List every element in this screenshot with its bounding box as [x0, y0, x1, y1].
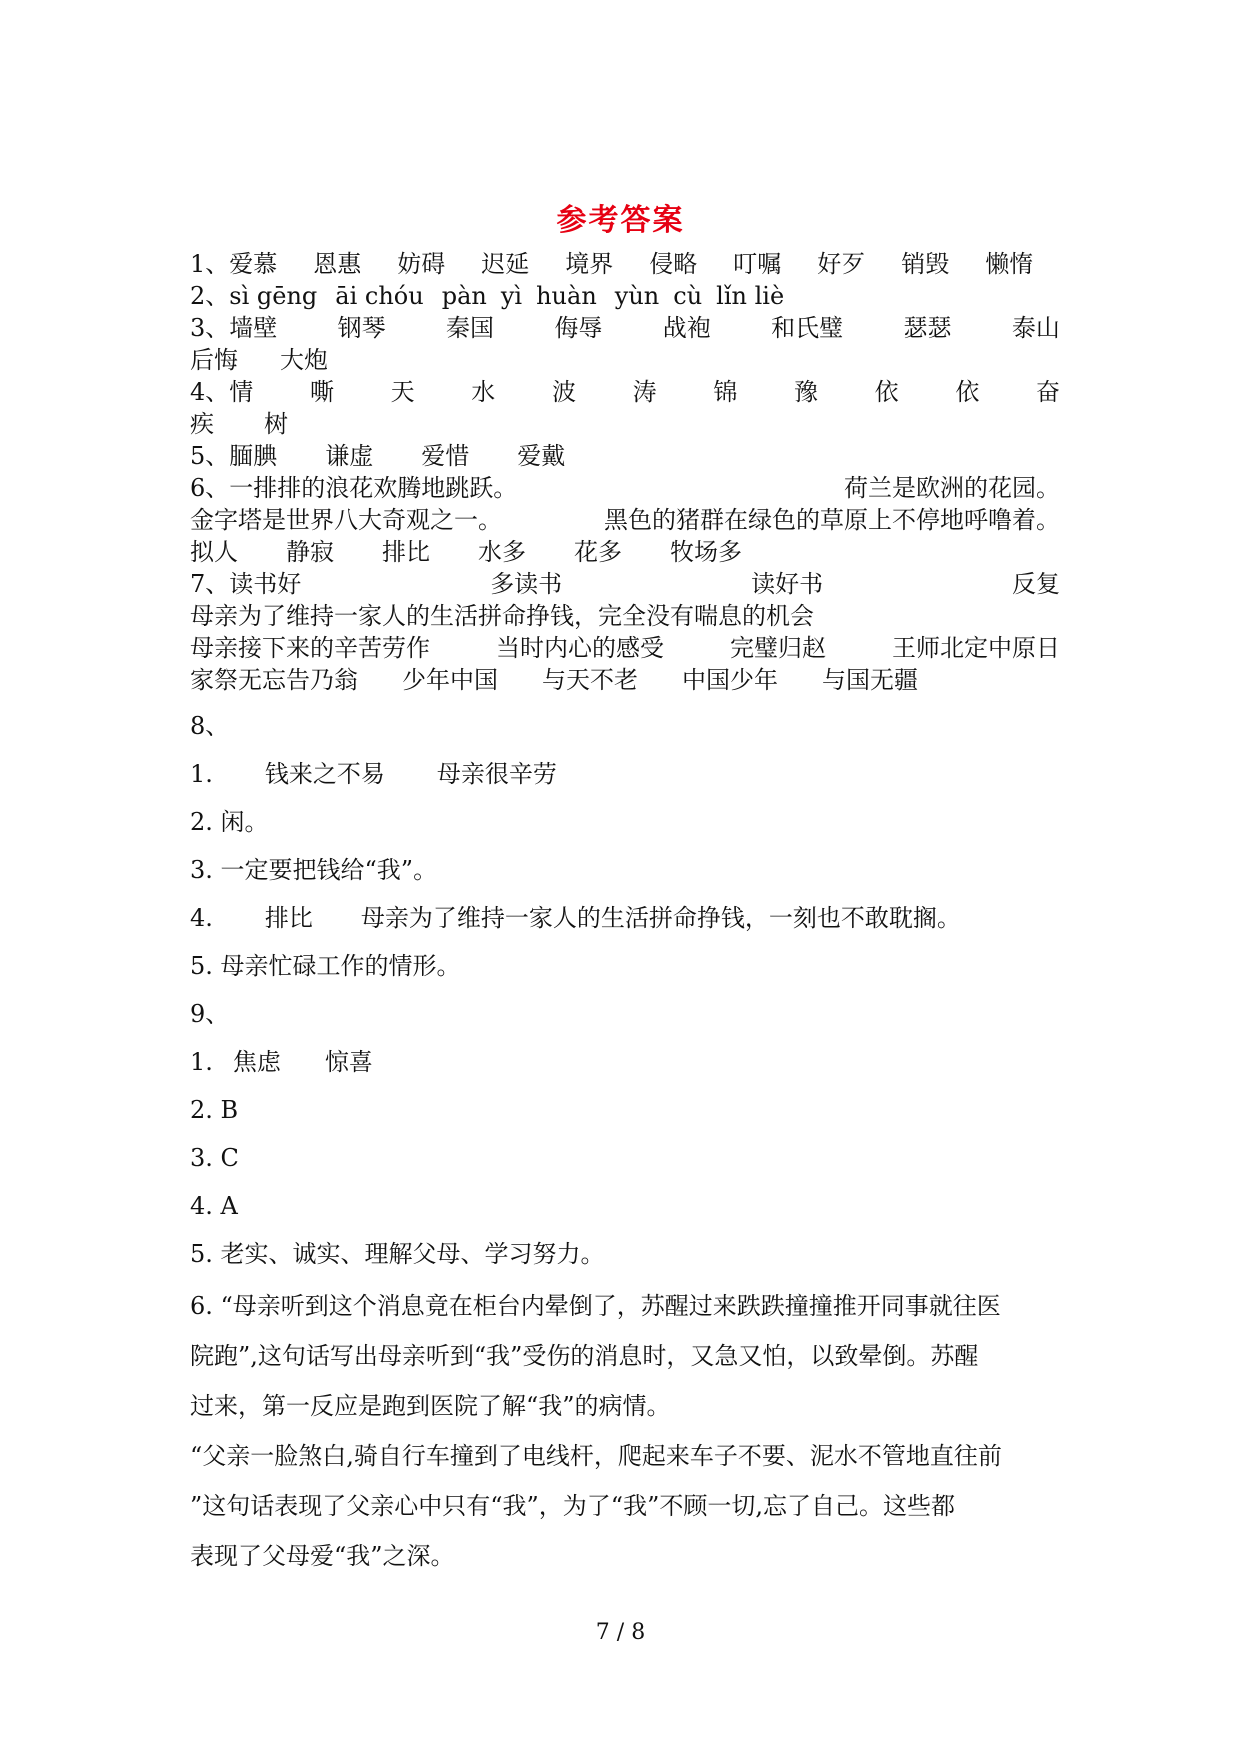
word: 妨碍 [397, 250, 446, 278]
answer-9-6-line-2 [190, 1340, 1060, 1372]
page-title: 参考答案 [556, 203, 685, 238]
word: 反复 [1012, 570, 1060, 598]
word: 依 [874, 378, 899, 406]
pinyin: huàn [536, 282, 597, 310]
word: 好歹 [817, 250, 866, 278]
answer-number: 1、 [190, 250, 230, 278]
pinyin: lǐn liè [716, 282, 785, 310]
word: 与天不老 [542, 666, 638, 694]
word: 多读书 [490, 570, 563, 598]
answer-1 [190, 248, 1060, 280]
word: 战袍 [662, 314, 711, 342]
answer-7-row-1 [190, 568, 1060, 600]
sub-number: 1. [190, 1048, 213, 1076]
word: 爱戴 [517, 442, 566, 470]
answer-8-heading [190, 710, 1060, 742]
sentence: 黑色的猪群在绿色的草原上不停地呼噜着。 [604, 506, 1060, 534]
answer-9-heading [190, 998, 1060, 1030]
word: 钱来之不易 [264, 760, 385, 788]
word: 后悔 [190, 346, 238, 374]
word: 墙壁 [229, 314, 278, 342]
word: 拟人 [190, 538, 238, 566]
word: 当时内心的感受 [496, 634, 664, 662]
word: 母亲很辛劳 [436, 760, 557, 788]
sentence: 3. 一定要把钱给“我”。 [190, 856, 438, 884]
word: 懒惰 [985, 250, 1034, 278]
sentence: 4. A [190, 1192, 238, 1220]
word: 疾 [190, 410, 214, 438]
sub-number: 1. [190, 760, 213, 788]
sentence: 5. 母亲忙碌工作的情形。 [190, 952, 461, 980]
word: 少年中国 [402, 666, 498, 694]
word: 惊喜 [324, 1048, 373, 1076]
word: 静寂 [286, 538, 334, 566]
answer-9-6-line-1 [190, 1290, 1060, 1322]
answer-number: 8、 [190, 712, 230, 740]
answer-9-3 [190, 1142, 1060, 1174]
word: 中国少年 [682, 666, 778, 694]
word: 排比 [264, 904, 313, 932]
word: 牧场多 [670, 538, 742, 566]
answer-number: 7、 [190, 570, 230, 598]
answer-9-4 [190, 1190, 1060, 1222]
word: 读书好 [229, 570, 302, 598]
paragraph-line: ”这句话表现了父亲心中只有“我”，为了“我”不顾一切,忘了自己。这些都 [190, 1492, 955, 1520]
word: 侮辱 [554, 314, 603, 342]
sentence: 母亲为了维持一家人的生活拼命挣钱，一刻也不敢耽搁。 [360, 904, 961, 932]
answer-9-6-line-6 [190, 1540, 1060, 1572]
word: 销毁 [901, 250, 950, 278]
answer-7-row-4 [190, 664, 1060, 696]
word: 谦虚 [325, 442, 374, 470]
answer-9-6-line-4 [190, 1440, 1060, 1472]
paragraph-line: “父亲一脸煞白,骑自行车撞到了电线杆，爬起来车子不要、泥水不管地直往前 [190, 1442, 1002, 1470]
sentence: 2. 闲。 [190, 808, 269, 836]
answer-4-row-2 [190, 408, 1060, 440]
word: 和氏璧 [771, 314, 844, 342]
answer-9-6-line-3 [190, 1390, 1060, 1422]
word: 家祭无忘告乃翁 [190, 666, 358, 694]
word: 腼腆 [229, 442, 278, 470]
sentence: 5. 老实、诚实、理解父母、学习努力。 [190, 1240, 605, 1268]
word: 水多 [478, 538, 526, 566]
answer-7-row-3 [190, 632, 1060, 664]
sentence: 荷兰是欧洲的花园。 [844, 474, 1060, 502]
word: 钢琴 [337, 314, 386, 342]
word: 情 [229, 378, 254, 406]
answer-number: 4、 [190, 378, 230, 406]
word: 豫 [793, 378, 818, 406]
word: 母亲接下来的辛苦劳作 [190, 634, 430, 662]
pinyin: pàn [441, 282, 487, 310]
answer-number: 6、 [190, 474, 230, 502]
sentence: 母亲为了维持一家人的生活拼命挣钱，完全没有喘息的机会 [190, 602, 814, 630]
pinyin: cù [673, 282, 703, 310]
answer-number: 9、 [190, 1000, 230, 1028]
word: 水 [471, 378, 496, 406]
word: 依 [955, 378, 980, 406]
answer-9-5 [190, 1238, 1060, 1270]
pinyin: yì [500, 282, 523, 310]
word: 叮嘱 [733, 250, 782, 278]
word: 嘶 [309, 378, 334, 406]
word: 排比 [382, 538, 430, 566]
word: 涛 [632, 378, 657, 406]
pinyin: āi chóu [335, 282, 424, 310]
answer-9-6-line-5 [190, 1490, 1060, 1522]
paragraph-line: 院跑”,这句话写出母亲听到“我”受伤的消息时，又急又怕，以致晕倒。苏醒 [190, 1342, 979, 1370]
sentence: 3. C [190, 1144, 239, 1172]
answer-2 [190, 280, 1060, 312]
pinyin: yùn [614, 282, 660, 310]
sentence: 2. B [190, 1096, 239, 1124]
word: 泰山 [1011, 314, 1060, 342]
answer-3-row-2 [190, 344, 1060, 376]
answer-8-4 [190, 902, 1060, 934]
answer-4-row-1 [190, 376, 1060, 408]
word: 迟延 [481, 250, 530, 278]
paragraph-line: 过来，第一反应是跑到医院了解“我”的病情。 [190, 1392, 671, 1420]
word: 花多 [574, 538, 622, 566]
answer-6-line-1 [190, 472, 1060, 504]
word: 大炮 [280, 346, 328, 374]
sub-number: 4. [190, 904, 213, 932]
sentence: 一排排的浪花欢腾地跳跃。 [229, 474, 518, 502]
word: 与国无疆 [822, 666, 918, 694]
word: 天 [390, 378, 415, 406]
word: 奋 [1036, 378, 1060, 406]
word: 波 [551, 378, 576, 406]
paragraph-line: 6. “母亲听到这个消息竟在柜台内晕倒了，苏醒过来跌跌撞撞推开同事就往医 [190, 1292, 1001, 1320]
answer-6-line-2 [190, 504, 1060, 536]
sentence: 金字塔是世界八大奇观之一。 [190, 506, 502, 534]
answer-8-1 [190, 758, 1060, 790]
word: 焦虑 [232, 1048, 281, 1076]
paragraph-line: 表现了父母爱“我”之深。 [190, 1542, 455, 1570]
answer-number: 5、 [190, 442, 230, 470]
word: 境界 [565, 250, 614, 278]
word: 爱慕 [229, 250, 278, 278]
word: 树 [264, 410, 288, 438]
answer-3-row-1 [190, 312, 1060, 344]
answer-5 [190, 440, 1060, 472]
answer-8-5 [190, 950, 1060, 982]
word: 侵略 [649, 250, 698, 278]
word: 读好书 [751, 570, 824, 598]
word: 恩惠 [313, 250, 362, 278]
word: 王师北定中原日 [892, 634, 1060, 662]
word: 完璧归赵 [730, 634, 826, 662]
answer-7-line-2 [190, 600, 1060, 632]
answer-8-2 [190, 806, 1060, 838]
answer-8-3 [190, 854, 1060, 886]
pinyin: sì gēng [229, 282, 318, 310]
answer-number: 3、 [190, 314, 230, 342]
answer-number: 2、 [190, 282, 230, 310]
word: 锦 [713, 378, 738, 406]
answer-6-line-3 [190, 536, 1060, 568]
word: 瑟瑟 [903, 314, 952, 342]
page-number: 7 / 8 [595, 1620, 646, 1645]
answer-9-1 [190, 1046, 1060, 1078]
word: 秦国 [446, 314, 495, 342]
answer-9-2 [190, 1094, 1060, 1126]
word: 爱惜 [421, 442, 470, 470]
